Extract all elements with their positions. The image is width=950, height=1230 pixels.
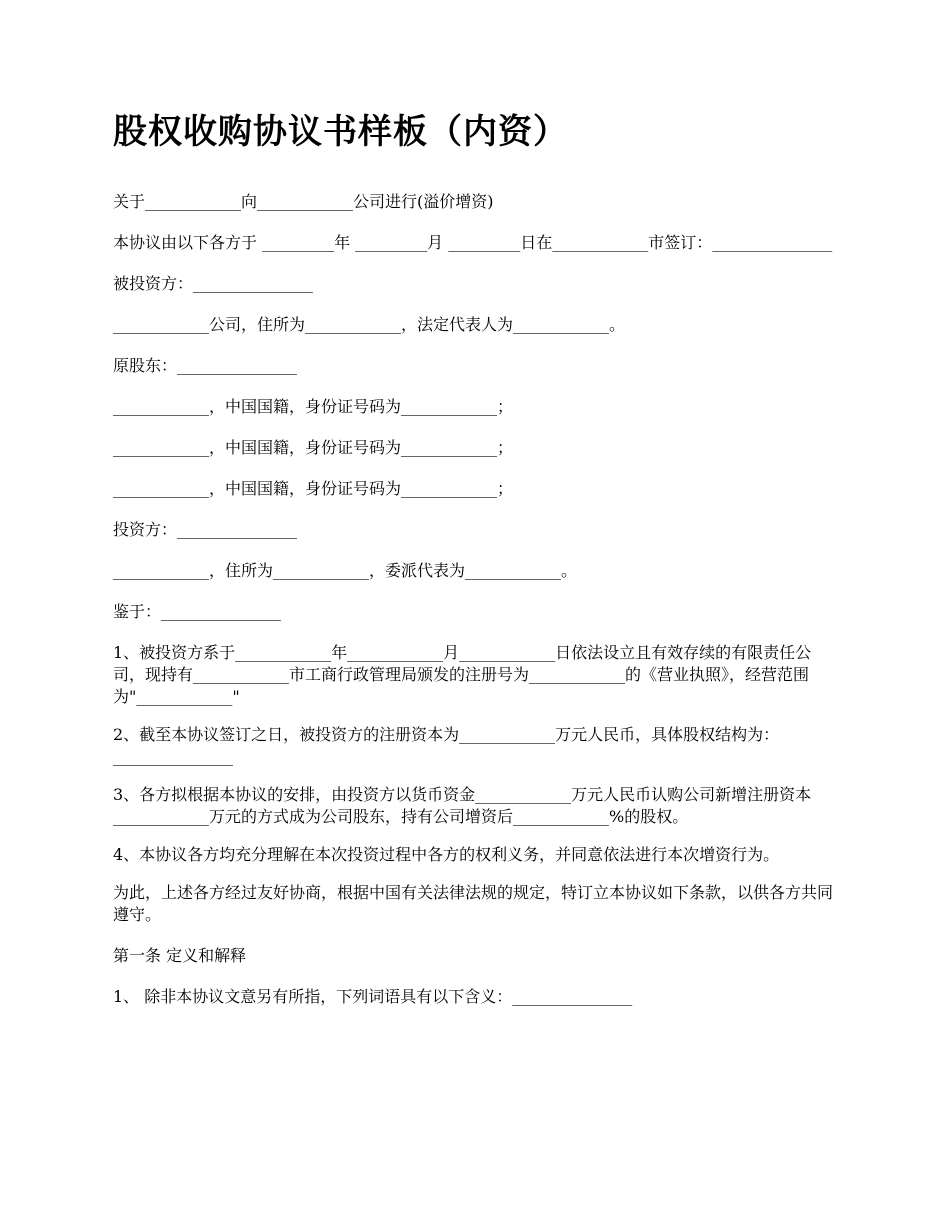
document-title: 股权收购协议书样板（内资） [113, 112, 568, 152]
investor-details: ____________，住所为____________，委派代表为____________。 [113, 560, 578, 580]
article-1-heading: 第一条 定义和解释 [113, 945, 247, 965]
recital-2: 2、截至本协议签订之日，被投资方的注册资本为____________万元人民币，具体股权结构为：_______________ [113, 724, 780, 766]
recital-1: 1、被投资方系于____________年____________月____________日依法设立且有效存续的有限责任公司，现持有____________市工商行政管理局颁发的注册号为____________的《营业执照》，经营范围为"____________" [113, 642, 812, 706]
recital-4: 4、本协议各方均充分理解在本次投资过程中各方的权利义务，并同意依法进行本次增资行为。 [113, 844, 780, 864]
investee-details: ____________公司，住所为____________，法定代表人为____________。 [113, 314, 626, 334]
signing-line: 本协议由以下各方于 _________年 _________月 _________日在____________市签订：_______________ [113, 232, 833, 252]
intro-line: 关于____________向____________公司进行(溢价增资) [113, 191, 494, 211]
original-shareholders-heading: 原股东：_______________ [113, 355, 298, 375]
shareholder-line: ____________，中国国籍，身份证号码为____________； [113, 437, 514, 457]
investor-heading: 投资方：_______________ [113, 519, 298, 539]
whereas-heading: 鉴于：_______________ [113, 601, 282, 621]
document-body [113, 112, 835, 1027]
shareholder-line: ____________，中国国籍，身份证号码为____________； [113, 396, 514, 416]
shareholder-line: ____________，中国国籍，身份证号码为____________； [113, 478, 514, 498]
article-1-clause-1: 1、 除非本协议文意另有所指，下列词语具有以下含义：_______________ [113, 986, 633, 1006]
investee-heading: 被投资方：_______________ [113, 273, 314, 293]
recital-3: 3、各方拟根据本协议的安排，由投资方以货币资金____________万元人民币认购公司新增注册资本____________万元的方式成为公司股东，持有公司增资后____________%的股权。 [113, 784, 812, 826]
agreement-preamble: 为此，上述各方经过友好协商，根据中国有关法律法规的规定，特订立本协议如下条款，以供各方共同遵守。 [113, 882, 834, 924]
